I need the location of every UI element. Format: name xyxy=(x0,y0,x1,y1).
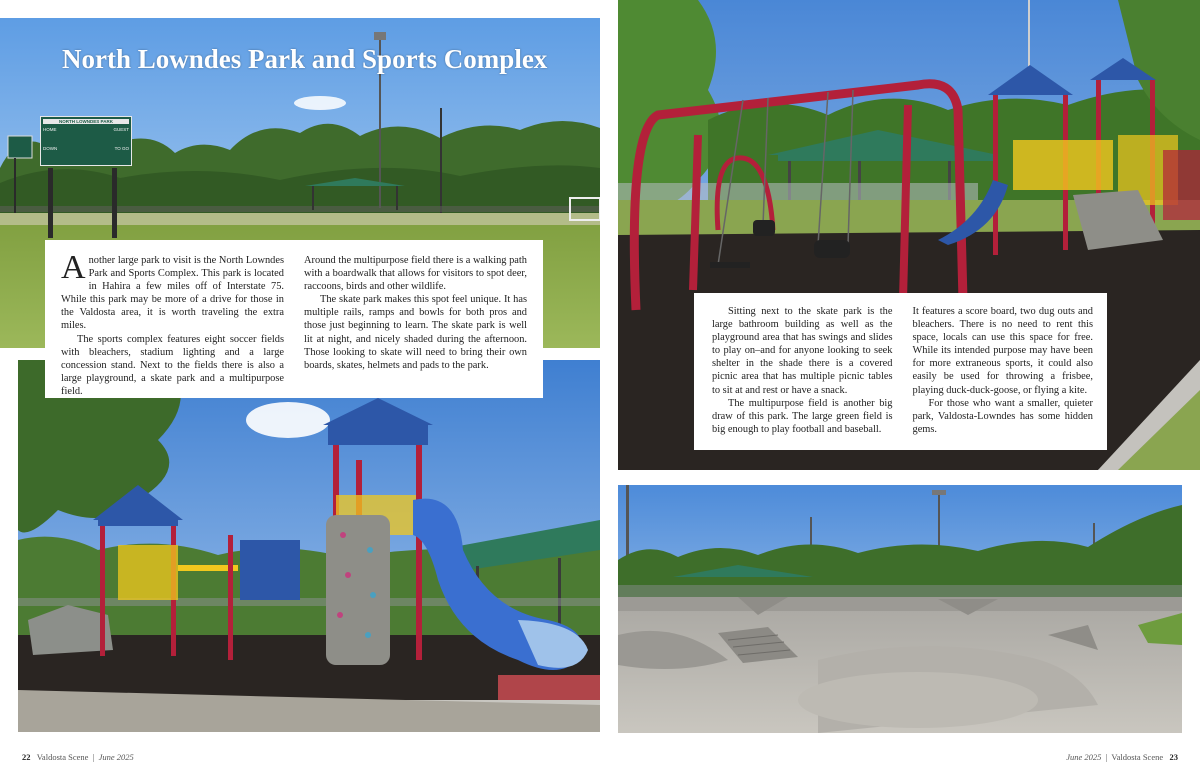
article-text-left xyxy=(45,240,543,398)
photo-skatepark xyxy=(618,485,1182,733)
drop-cap: A xyxy=(61,249,86,286)
issue-date: June 2025 xyxy=(98,752,134,762)
photo-playground-slide xyxy=(18,360,600,732)
paragraph: The multipurpose field is another big draw of this park. The large green field is big enough to play football and baseball. xyxy=(712,397,893,435)
magazine-name: Valdosta Scene xyxy=(36,752,89,762)
paragraph: The skate park makes this spot feel unique. It has multiple rails, ramps and bowls for both pros and those just beginning to learn. The skate park is well lit at night, and nicely shaded during the afternoon. Those looking to skate will need to bring their own boards, skates, helmets and pads to the park. xyxy=(304,294,527,371)
paragraph: It features a score board, two dug outs and bleachers. There is no need to rent this space, locals can use this space for free. While its intended purpose may have been for more extraneous sports, it could also easily be used for throwing a frisbee, playing duck-duck-goose, or flying a kite. xyxy=(912,306,1093,396)
paragraph: For those who want a smaller, quieter park, Valdosta-Lowndes has some hidden gems. xyxy=(912,397,1093,435)
article-text-right xyxy=(694,293,1107,450)
page-number: 22 xyxy=(22,752,31,762)
text-column-3 xyxy=(712,305,893,436)
text-column-2 xyxy=(304,254,527,398)
magazine-name: Valdosta Scene xyxy=(1111,752,1164,762)
article-title: North Lowndes Park and Sports Complex xyxy=(62,44,548,74)
paragraph: Around the multipurpose field there is a walking path with a boardwalk that allows for visitors to spot deer, raccoons, birds and other wildlife. xyxy=(304,255,527,293)
issue-date: June 2025 xyxy=(1066,752,1102,762)
scoreboard xyxy=(40,116,132,166)
scoreboard-down-label: DOWN xyxy=(43,146,58,151)
scoreboard-home-label: HOME xyxy=(43,127,57,132)
folio-left xyxy=(22,752,134,762)
paragraph: The sports complex features eight soccer fields with bleachers, stadium lighting and a large concession stand. Next to the fields there is also a large playground, a skate park and a multipurpose field. xyxy=(61,333,284,397)
text-column-4 xyxy=(913,305,1094,436)
scoreboard-guest-label: GUEST xyxy=(113,127,129,132)
folio-right xyxy=(1066,752,1178,762)
folio-separator: | xyxy=(1105,752,1108,762)
paragraph: Another large park to visit is the North Lowndes Park and Sports Complex. This park is located in Hahira a few miles off of Interstate 75. While this park may be more of a drive for those in the Valdosta area, it is worth traveling the extra miles. xyxy=(61,249,284,332)
page-number: 23 xyxy=(1169,752,1178,762)
scoreboard-togo-label: TO GO xyxy=(114,146,129,151)
scoreboard-header: NORTH LOWNDES PARK xyxy=(43,119,129,124)
paragraph: Sitting next to the skate park is the large bathroom building as well as the playground area that has swings and slides to play on–and for anyone looking to seek shelter in the shade there is a covered picnic area that has multiple picnic tables to sit at and rest or have a snack. xyxy=(712,306,893,396)
folio-separator: | xyxy=(92,752,95,762)
text-column-1 xyxy=(61,249,284,398)
